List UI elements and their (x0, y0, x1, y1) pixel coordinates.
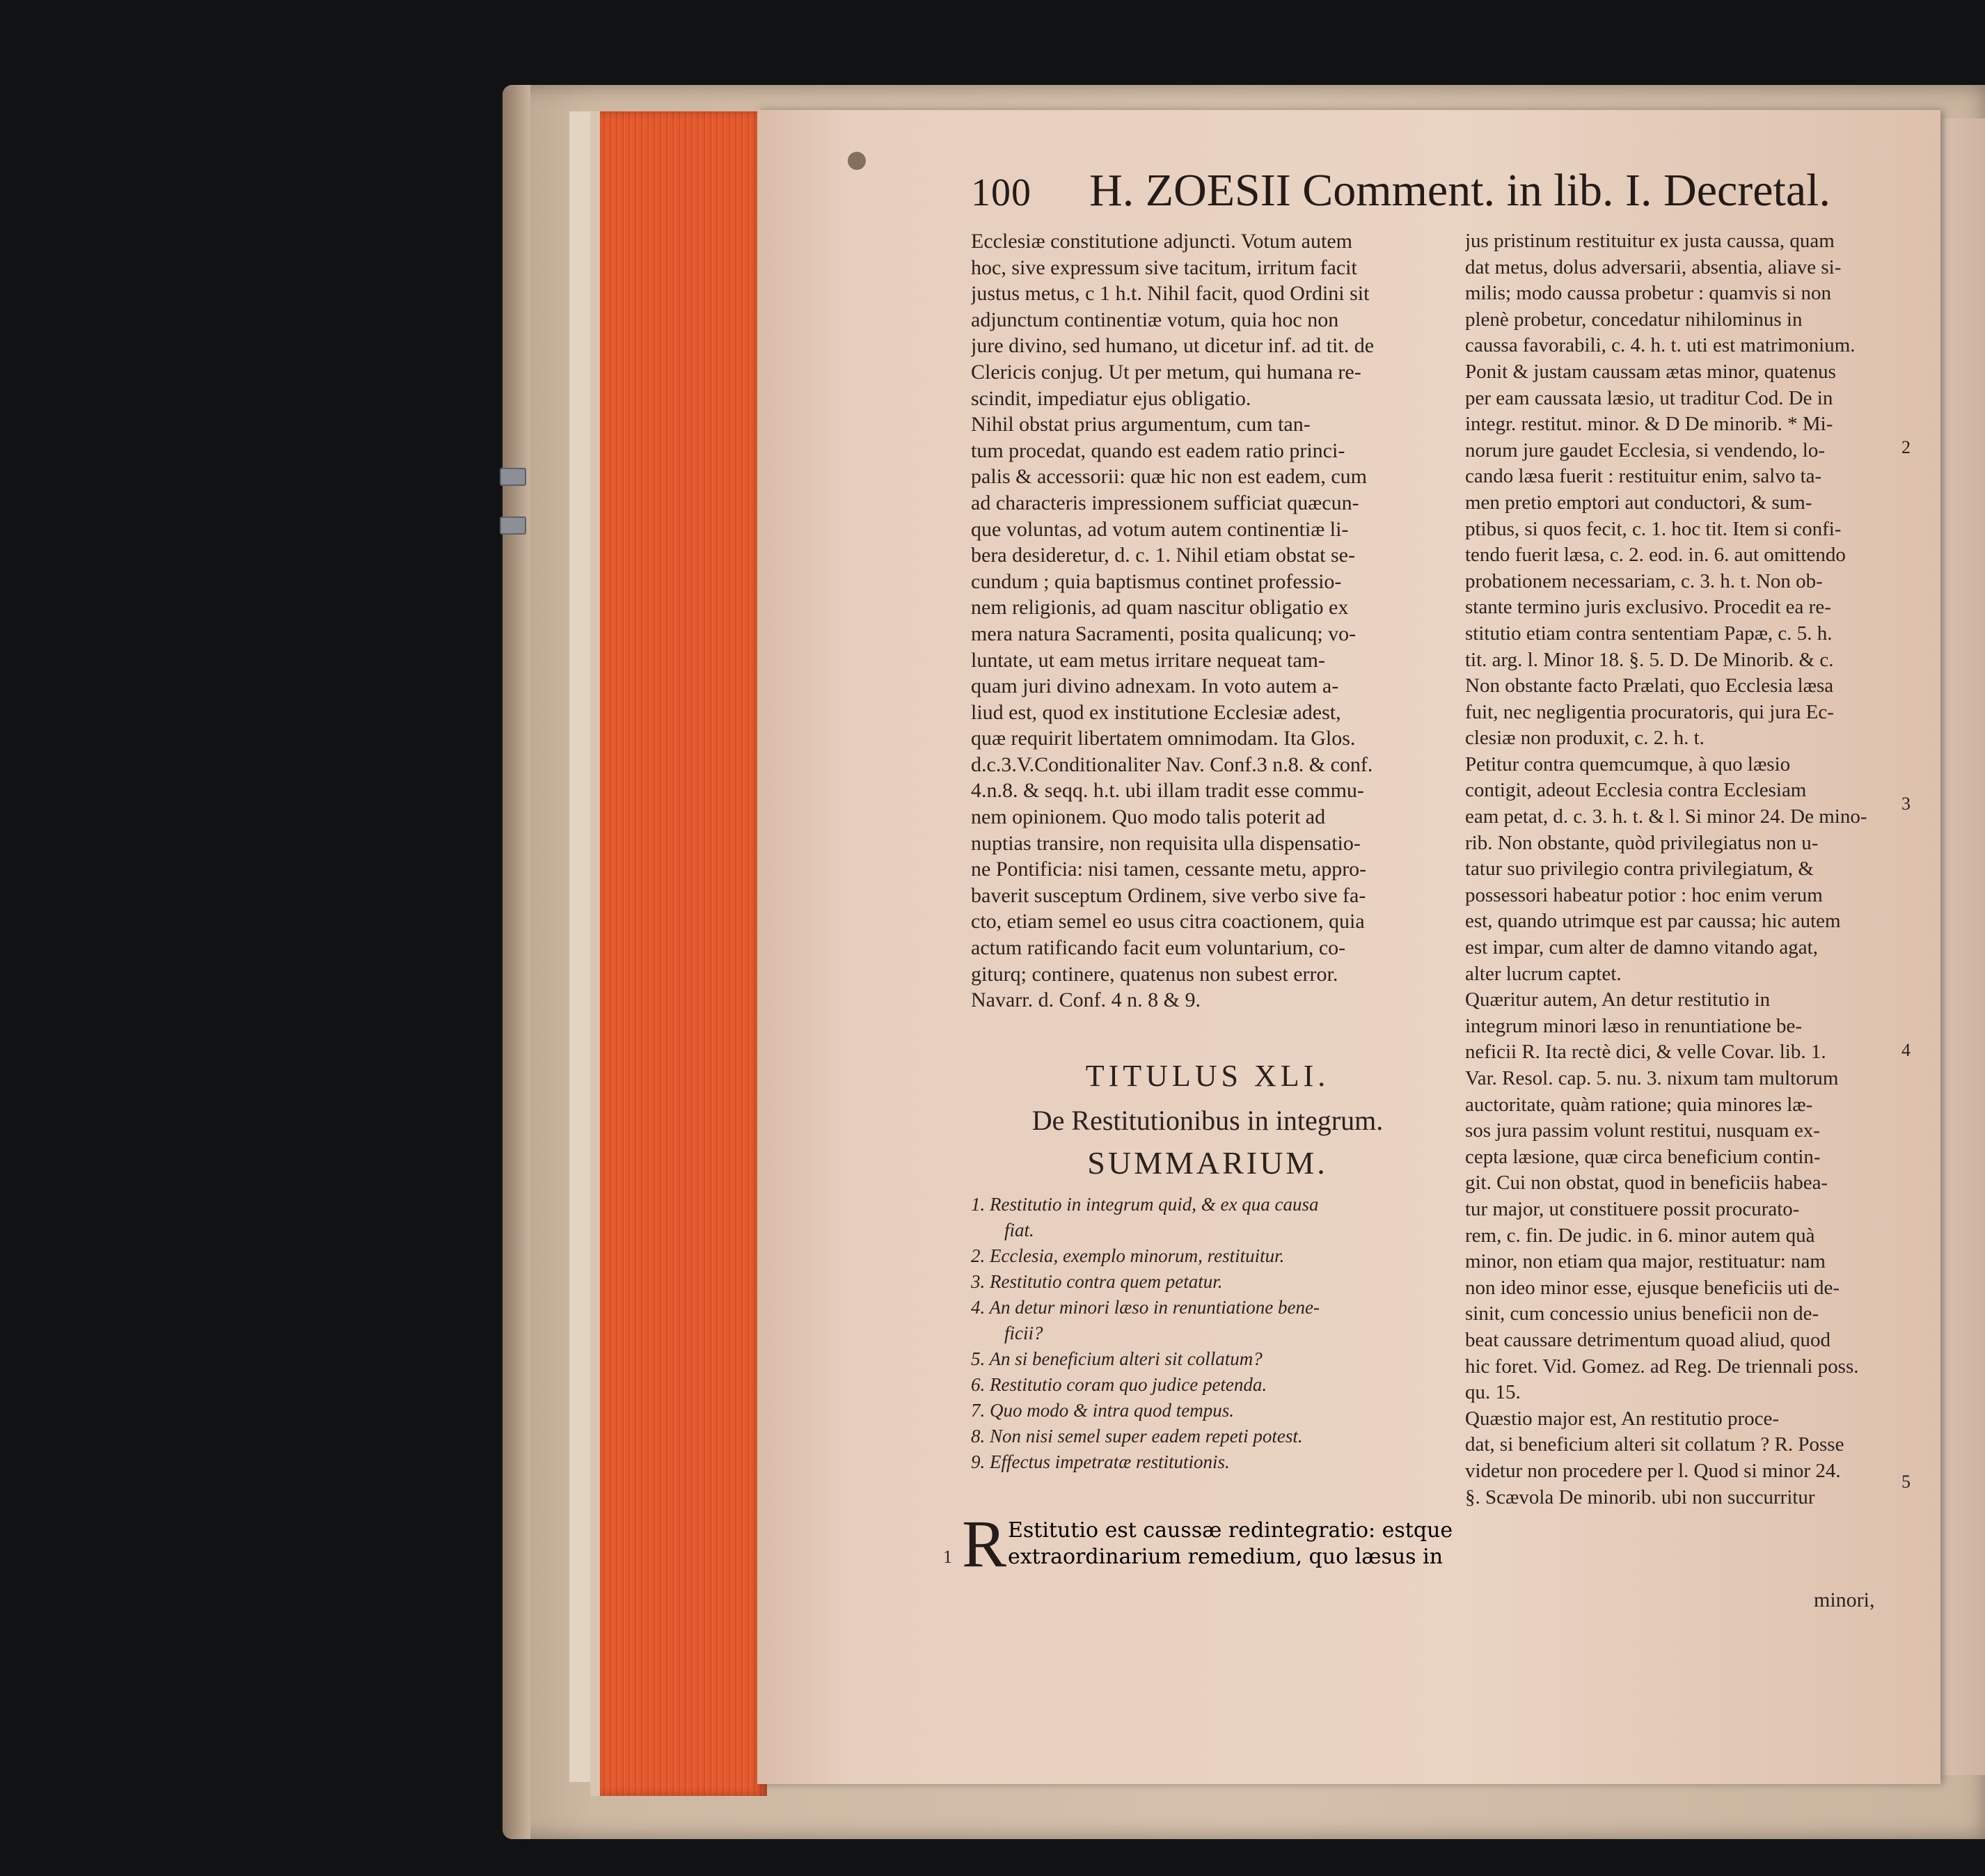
clasp-top (500, 468, 526, 486)
text-line: plenè probetur, concedatur nihilominus in (1465, 308, 1803, 331)
summary-item: ficii? (1004, 1323, 1043, 1343)
clasp-bottom (500, 517, 526, 535)
margin-number-3: 3 (1901, 794, 1911, 814)
red-page-edges (590, 111, 767, 1796)
text-line: cto, etiam semel eo usus citra coactionem, quia (971, 910, 1365, 933)
titulus-heading: TITULUS XLI. (1085, 1059, 1330, 1093)
summary-item: 4. An detur minori læso in renuntiatione bene- (971, 1297, 1320, 1318)
summary-item: 9. Effectus impetratæ restitutionis. (971, 1451, 1230, 1472)
text-line: integrum minori læso in renuntiatione be- (1465, 1014, 1803, 1037)
text-line: neficii R. Ita rectè dici, & velle Covar. lib. 1. (1465, 1041, 1826, 1064)
text-line: norum jure gaudet Ecclesia, si vendendo, lo- (1465, 439, 1826, 462)
text-line: rem, c. fin. De judic. in 6. minor autem quà (1465, 1224, 1815, 1247)
text-line: cando læsa fuerit : restituitur enim, salvo ta- (1465, 465, 1822, 488)
text-line: probationem necessariam, c. 3. h. t. Non ob- (1465, 569, 1823, 592)
summary-list (971, 1192, 1444, 1475)
text-line: est impar, cum alter de damno vitando agat, (1465, 936, 1818, 959)
summary-item: fiat. (1004, 1220, 1034, 1240)
text-line: Clericis conjug. Ut per metum, qui humana re- (971, 360, 1361, 384)
endpaper (569, 111, 590, 1782)
text-line: beat caussare detrimentum quoad aliud, quod (1465, 1328, 1831, 1351)
running-head (971, 164, 1841, 227)
ink-stain (848, 152, 866, 170)
text-line: caussa favorabili, c. 4. h. t. uti est matrimonium. (1465, 334, 1856, 357)
text-line: sos jura passim volunt restitui, nusquam ex- (1465, 1119, 1820, 1142)
text-line: tendo fuerit læsa, c. 2. eod. in. 6. aut omittendo (1465, 544, 1846, 567)
text-line: fuit, nec negligentia procuratoris, qui jura Ec- (1465, 700, 1834, 723)
summary-item: 7. Quo modo & intra quod tempus. (971, 1400, 1234, 1421)
text-line: justus metus, c 1 h.t. Nihil facit, quod Ordini sit (971, 282, 1370, 306)
text-line: que voluntas, ad votum autem continentiæ li- (971, 517, 1349, 541)
text-line: stante termino juris exclusivo. Procedit ea re- (1465, 596, 1831, 619)
text-line: tum procedat, quando est eadem ratio princi- (971, 439, 1345, 462)
text-line: §. Scævola De minorib. ubi non succurritur (1465, 1485, 1815, 1508)
text-line: alter lucrum captet. (1465, 962, 1622, 985)
text-line: clesiæ non produxit, c. 2. h. t. (1465, 727, 1705, 750)
text-line: tur major, ut constituere possit procurato- (1465, 1197, 1800, 1220)
text-line: integr. restitut. minor. & D De minorib. * Mi- (1465, 413, 1833, 436)
text-line: hic foret. Vid. Gomez. ad Reg. De triennali poss. (1465, 1355, 1859, 1378)
text-line: Quæstio major est, An restitutio proce- (1465, 1407, 1780, 1430)
text-line: dat metus, dolus adversarii, absentia, aliave si- (1465, 255, 1842, 278)
text-line: actum ratificando facit eum voluntarium, co- (971, 936, 1346, 960)
text-line: jure divino, sed humano, ut dicetur inf. ad tit. de (971, 334, 1375, 358)
text-line: 4.n.8. & seqq. h.t. ubi illam tradit esse commu- (971, 779, 1364, 803)
margin-number-1: 1 (943, 1547, 952, 1567)
text-line: Navarr. d. Conf. 4 n. 8 & 9. (971, 988, 1201, 1012)
text-line: stitutio etiam contra sententiam Papæ, c. 5. h. (1465, 622, 1833, 645)
text-line: possessori habeatur potior : hoc enim verum (1465, 883, 1823, 906)
margin-number-4: 4 (1901, 1040, 1911, 1060)
text-line: minor, non etiam qua major, restituatur: nam (1465, 1250, 1826, 1273)
right-column (1465, 228, 1900, 1511)
text-line: Non obstante facto Prælati, quo Ecclesia læsa (1465, 675, 1834, 697)
text-line: palis & accessorii: quæ hic non est eadem, cum (971, 465, 1368, 489)
drop-capital: R (962, 1506, 1007, 1581)
title-subtitle: De Restitutionibus in integrum. (1031, 1105, 1384, 1136)
text-line: tit. arg. l. Minor 18. §. 5. D. De Minorib. & c. (1465, 648, 1834, 671)
text-line: extraordinarium remedium, quo læsus in (1008, 1544, 1444, 1569)
catchword: minori, (1814, 1589, 1875, 1611)
text-line: scindit, impediatur ejus obligatio. (971, 386, 1251, 410)
text-line: Quæritur autem, An detur restitutio in (1465, 988, 1771, 1011)
summary-item: 5. An si beneficium alteri sit collatum? (971, 1348, 1263, 1369)
text-line: ne Pontificia: nisi tamen, cessante metu, appro- (971, 858, 1367, 881)
summarium-heading: SUMMARIUM. (1087, 1145, 1328, 1181)
text-line: nem religionis, ad quam nascitur obligatio ex (971, 596, 1349, 620)
summary-item: 2. Ecclesia, exemplo minorum, restituitur. (971, 1245, 1285, 1266)
text-line: nem opinionem. Quo modo talis poterit ad (971, 805, 1326, 829)
text-line: sinit, cum concessio unius beneficii non de- (1465, 1302, 1819, 1325)
page-number: 100 (971, 171, 1031, 214)
text-line: cundum ; quia baptismus continet professio- (971, 569, 1342, 593)
text-line: rib. Non obstante, quòd privilegiatus non u- (1465, 831, 1819, 854)
text-line: Estitutio est caussæ redintegratio: estque (1008, 1518, 1453, 1543)
text-line: git. Cui non obstat, quod in beneficiis habea- (1465, 1172, 1828, 1195)
text-line: jus pristinum restituitur ex justa caussa, quam (1465, 230, 1835, 252)
margin-number-5: 5 (1901, 1472, 1911, 1492)
text-line: milis; modo caussa probetur : quamvis si non (1465, 282, 1831, 305)
text-line: ptibus, si quos fecit, c. 1. hoc tit. Item si confi- (1465, 517, 1842, 540)
text-line: est, quando utrimque est par caussa; hic autem (1465, 910, 1841, 933)
text-line: hoc, sive expressum sive tacitum, irritum facit (971, 255, 1357, 279)
running-title: H. ZOESII Comment. in lib. I. Decretal. (1089, 165, 1831, 216)
text-line: baverit susceptum Ordinem, sive verbo sive fa- (971, 883, 1366, 907)
text-line: auctoritate, quàm ratione; quia minores læ- (1465, 1093, 1813, 1116)
text-line: non ideo minor esse, ejusque beneficiis uti de- (1465, 1276, 1840, 1299)
text-line: liud est, quod ex institutione Ecclesiæ adest, (971, 700, 1341, 724)
text-line: ad characteris impressionem sufficiat quæcun- (971, 491, 1359, 514)
text-line: adjunctum continentiæ votum, quia hoc non (971, 308, 1339, 331)
text-line: Ponit & justam caussam ætas minor, quatenus (1465, 360, 1836, 383)
summary-item: 3. Restitutio contra quem petatur. (971, 1271, 1223, 1292)
margin-number-2: 2 (1901, 437, 1911, 457)
left-column (971, 228, 1444, 1014)
text-line: mera natura Sacramenti, posita qualicunq; vo- (971, 622, 1357, 645)
text-line: Var. Resol. cap. 5. nu. 3. nixum tam multorum (1465, 1067, 1839, 1089)
cover-spine (503, 85, 530, 1839)
text-line: men pretio emptori aut conductori, & sum- (1465, 491, 1812, 514)
summary-item: 6. Restitutio coram quo judice petenda. (971, 1374, 1267, 1395)
summary-item: 8. Non nisi semel super eadem repeti potest. (971, 1426, 1303, 1447)
summary-item: 1. Restitutio in integrum quid, & ex qua causa (971, 1194, 1319, 1215)
text-line: per eam caussata læsio, ut traditur Cod. De in (1465, 386, 1833, 409)
final-paragraph (1008, 1518, 1453, 1570)
text-line: quam juri divino adnexam. In voto autem a- (971, 675, 1339, 698)
text-line: Ecclesiæ constitutione adjuncti. Votum autem (971, 230, 1352, 253)
text-line: d.c.3.V.Conditionaliter Nav. Conf.3 n.8. & conf. (971, 752, 1373, 776)
text-line: luntate, ut eam metus irritare nequeat tam- (971, 648, 1325, 672)
text-line: qu. 15. (1465, 1381, 1521, 1404)
text-line: cepta læsione, quæ circa beneficium contin- (1465, 1145, 1821, 1168)
text-line: videtur non procedere per l. Quod si minor 24. (1465, 1459, 1841, 1482)
text-line: contigit, adeout Ecclesia contra Ecclesiam (1465, 779, 1807, 802)
text-line: nuptias transire, non requisita ulla dispensatio- (971, 831, 1361, 855)
text-line: eam petat, d. c. 3. h. t. & l. Si minor 24. De mino- (1465, 805, 1867, 828)
text-line: tatur suo privilegio contra privilegiatum, & (1465, 858, 1814, 881)
text-line: giturq; continere, quatenus non subest error. (971, 962, 1338, 986)
text-line: Nihil obstat prius argumentum, cum tan- (971, 413, 1311, 436)
text-line: dat, si beneficium alteri sit collatum ? R. Posse (1465, 1433, 1844, 1456)
text-line: quæ requirit libertatem omnimodam. Ita Glos. (971, 727, 1356, 750)
text-line: Petitur contra quemcumque, à quo læsio (1465, 752, 1791, 775)
text-line: bera desideretur, d. c. 1. Nihil etiam obstat se- (971, 544, 1355, 567)
